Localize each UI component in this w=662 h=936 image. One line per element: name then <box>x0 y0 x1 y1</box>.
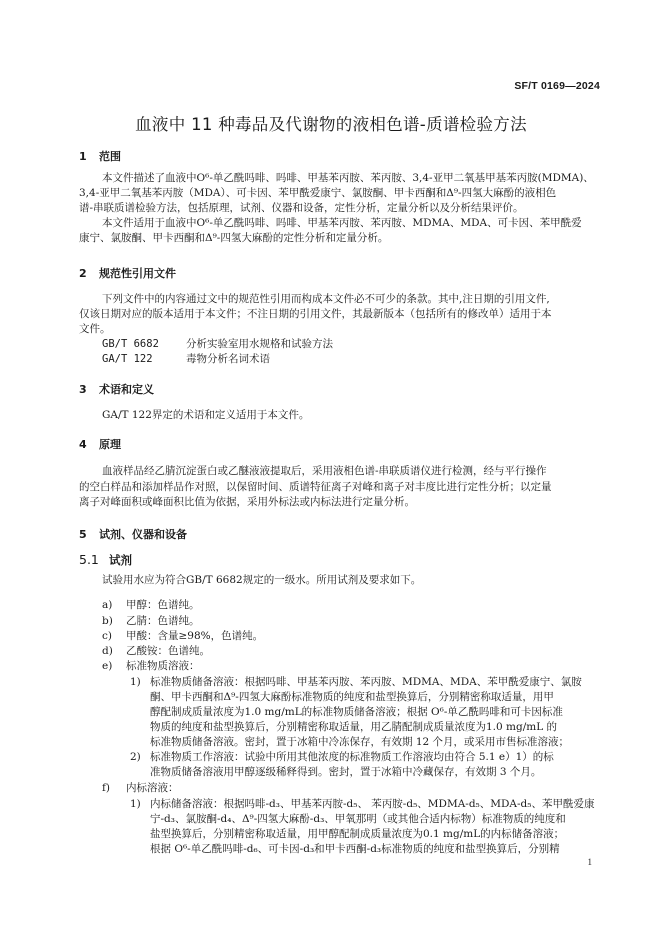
list-item-text: 乙酸铵：色谱纯。 <box>126 645 210 657</box>
sublist-item-line: 宁-d₃、氯胺酮-d₄、Δ⁹-四氢大麻酚-d₃、甲氧那明（或其他合适内标物）标准物质的纯度和 <box>150 813 566 825</box>
section-1-heading <box>79 148 121 164</box>
section-title: 原理 <box>99 438 121 451</box>
section-number: 4 <box>79 438 87 451</box>
sublist-item-label: 2) <box>130 751 141 763</box>
list-item-label: a) <box>102 599 113 611</box>
subsection-title: 试剂 <box>109 553 132 567</box>
sublist-item-label: 1) <box>130 798 141 810</box>
reference-entry <box>102 352 270 366</box>
paragraph-line: 试验用水应为符合GB/T 6682规定的一级水。所用试剂及要求如下。 <box>102 574 422 586</box>
list-item-label: c) <box>102 630 112 642</box>
reference-code: GA/T 122 <box>102 353 153 365</box>
list-item-label: d) <box>102 645 113 657</box>
section-title: 试剂、仪器和设备 <box>99 528 187 541</box>
paragraph-line: 下列文件中的内容通过文中的规范性引用而构成本文件必不可少的条款。其中,注日期的引用文件, <box>102 293 550 305</box>
paragraph-line: 离子对峰面积或峰面积比值为依据，采用外标法或内标法进行定量分析。 <box>79 496 415 508</box>
sublist-item-line: 标准物质工作溶液：试验中所用其他浓度的标准物质工作溶液均由符合 5.1 e）1）的标 <box>150 751 554 763</box>
paragraph-line: GA/T 122界定的术语和定义适用于本文件。 <box>102 409 310 421</box>
section-5-heading <box>79 526 187 542</box>
section-title: 规范性引用文件 <box>99 267 176 280</box>
section-2-heading <box>79 265 176 281</box>
document-title: 血液中 11 种毒品及代谢物的液相色谱-质谱检验方法 <box>135 115 527 134</box>
paragraph-line: 本文件描述了血液中O⁶-单乙酰吗啡、吗啡、甲基苯丙胺、苯丙胺、3,4-亚甲二氧基甲基苯丙胺(MDMA)、 <box>102 172 594 184</box>
reference-name: 分析实验室用水规格和试验方法 <box>186 338 333 350</box>
list-item-label: e) <box>102 660 113 672</box>
section-3-heading <box>79 381 154 397</box>
sublist-item-line: 标准物质储备溶液。密封，置于冰箱中冷冻保存，有效期 12 个月，或采用市售标准溶液； <box>150 736 570 748</box>
list-item-label: f) <box>102 782 110 794</box>
list-item-label: b) <box>102 615 113 627</box>
paragraph-line: 康宁、氯胺酮、甲卡西酮和Δ⁹-四氢大麻酚的定性分析和定量分析。 <box>79 232 389 244</box>
sublist-item-line: 根据 O⁶-单乙酰吗啡-d₆、可卡因-d₃和甲卡西酮-d₃标准物质的纯度和盐型换算后，分别精 <box>150 843 560 855</box>
section-number: 3 <box>79 383 87 396</box>
paragraph-line: 3,4-亚甲二氧基苯丙胺（MDA）、可卡因、苯甲酰爱康宁、氯胺酮、甲卡西酮和Δ⁹-四氢大麻酚的液相色 <box>79 187 557 199</box>
sublist-item-line: 盐型换算后，分别精密称取适量，用甲醇配制成质量浓度为0.1 mg/mL的内标储备溶液； <box>150 828 565 840</box>
reference-name: 毒物分析名词术语 <box>186 353 270 365</box>
list-item-text: 标准物质溶液： <box>126 660 200 672</box>
section-number: 5 <box>79 528 87 541</box>
page-number: 1 <box>587 857 592 867</box>
sublist-item-line: 酮、甲卡西酮和Δ⁹-四氢大麻酚标准物质的纯度和盐型换算后，分别精密称取适量，用甲 <box>150 691 554 703</box>
list-item-text: 乙腈：色谱纯。 <box>126 615 200 627</box>
sublist-item-line: 标准物质储备溶液：根据吗啡、甲基苯丙胺、苯丙胺、MDMA、MDA、苯甲酰爱康宁、氯胺 <box>150 676 582 688</box>
section-title: 术语和定义 <box>99 383 154 396</box>
section-number: 2 <box>79 267 87 280</box>
standard-code: SF/T 0169—2024 <box>514 80 600 92</box>
sublist-item-line: 物质的纯度和盐型换算后，分别精密称取适量，用乙腈配制成质量浓度为1.0 mg/mL 的 <box>150 721 558 733</box>
subsection-5-1-heading <box>79 552 132 568</box>
subsection-number: 5.1 <box>79 552 99 567</box>
list-item-text: 甲酸：含量≥98%，色谱纯。 <box>126 630 264 642</box>
section-title: 范围 <box>99 150 121 163</box>
reference-code: GB/T 6682 <box>102 338 159 350</box>
paragraph-line: 血液样品经乙腈沉淀蛋白或乙醚液液提取后，采用液相色谱-串联质谱仪进行检测，经与平行操作 <box>102 465 547 477</box>
paragraph-line: 本文件适用于血液中O⁶-单乙酰吗啡、吗啡、甲基苯丙胺、苯丙胺、MDMA、MDA、可卡因、苯甲酰爱 <box>102 217 582 229</box>
sublist-item-line: 准物质储备溶液用甲醇逐级稀释得到。密封，置于冰箱中冷藏保存，有效期 3 个月。 <box>150 766 542 778</box>
section-4-heading <box>79 436 121 452</box>
paragraph-line: 谱-串联质谱检验方法，包括原理，试剂、仪器和设备，定性分析，定量分析以及分析结果评价。 <box>79 202 524 214</box>
paragraph-line: 仅该日期对应的版本适用于本文件；不注日期的引用文件，其最新版本（包括所有的修改单）适用于本 <box>79 308 552 320</box>
sublist-item-line: 内标储备溶液：根据吗啡-d₃、甲基苯丙胺-d₅、 苯丙胺-d₅、MDMA-d₅、MDA-d₅、苯甲酰爱康 <box>150 798 595 810</box>
list-item-text: 甲醇：色谱纯。 <box>126 599 200 611</box>
sublist-item-line: 醇配制成质量浓度为1.0 mg/mL的标准物质储备溶液；根据 O⁶-单乙酰吗啡和可卡因标准 <box>150 706 563 718</box>
section-number: 1 <box>79 150 87 163</box>
paragraph-line: 的空白样品和添加样品作对照，以保留时间、质谱特征离子对峰和离子对丰度比进行定性分析；以定量 <box>79 481 552 493</box>
sublist-item-label: 1) <box>130 676 141 688</box>
paragraph-line: 文件。 <box>79 323 111 335</box>
reference-entry <box>102 337 333 351</box>
list-item-text: 内标溶液： <box>126 782 179 794</box>
